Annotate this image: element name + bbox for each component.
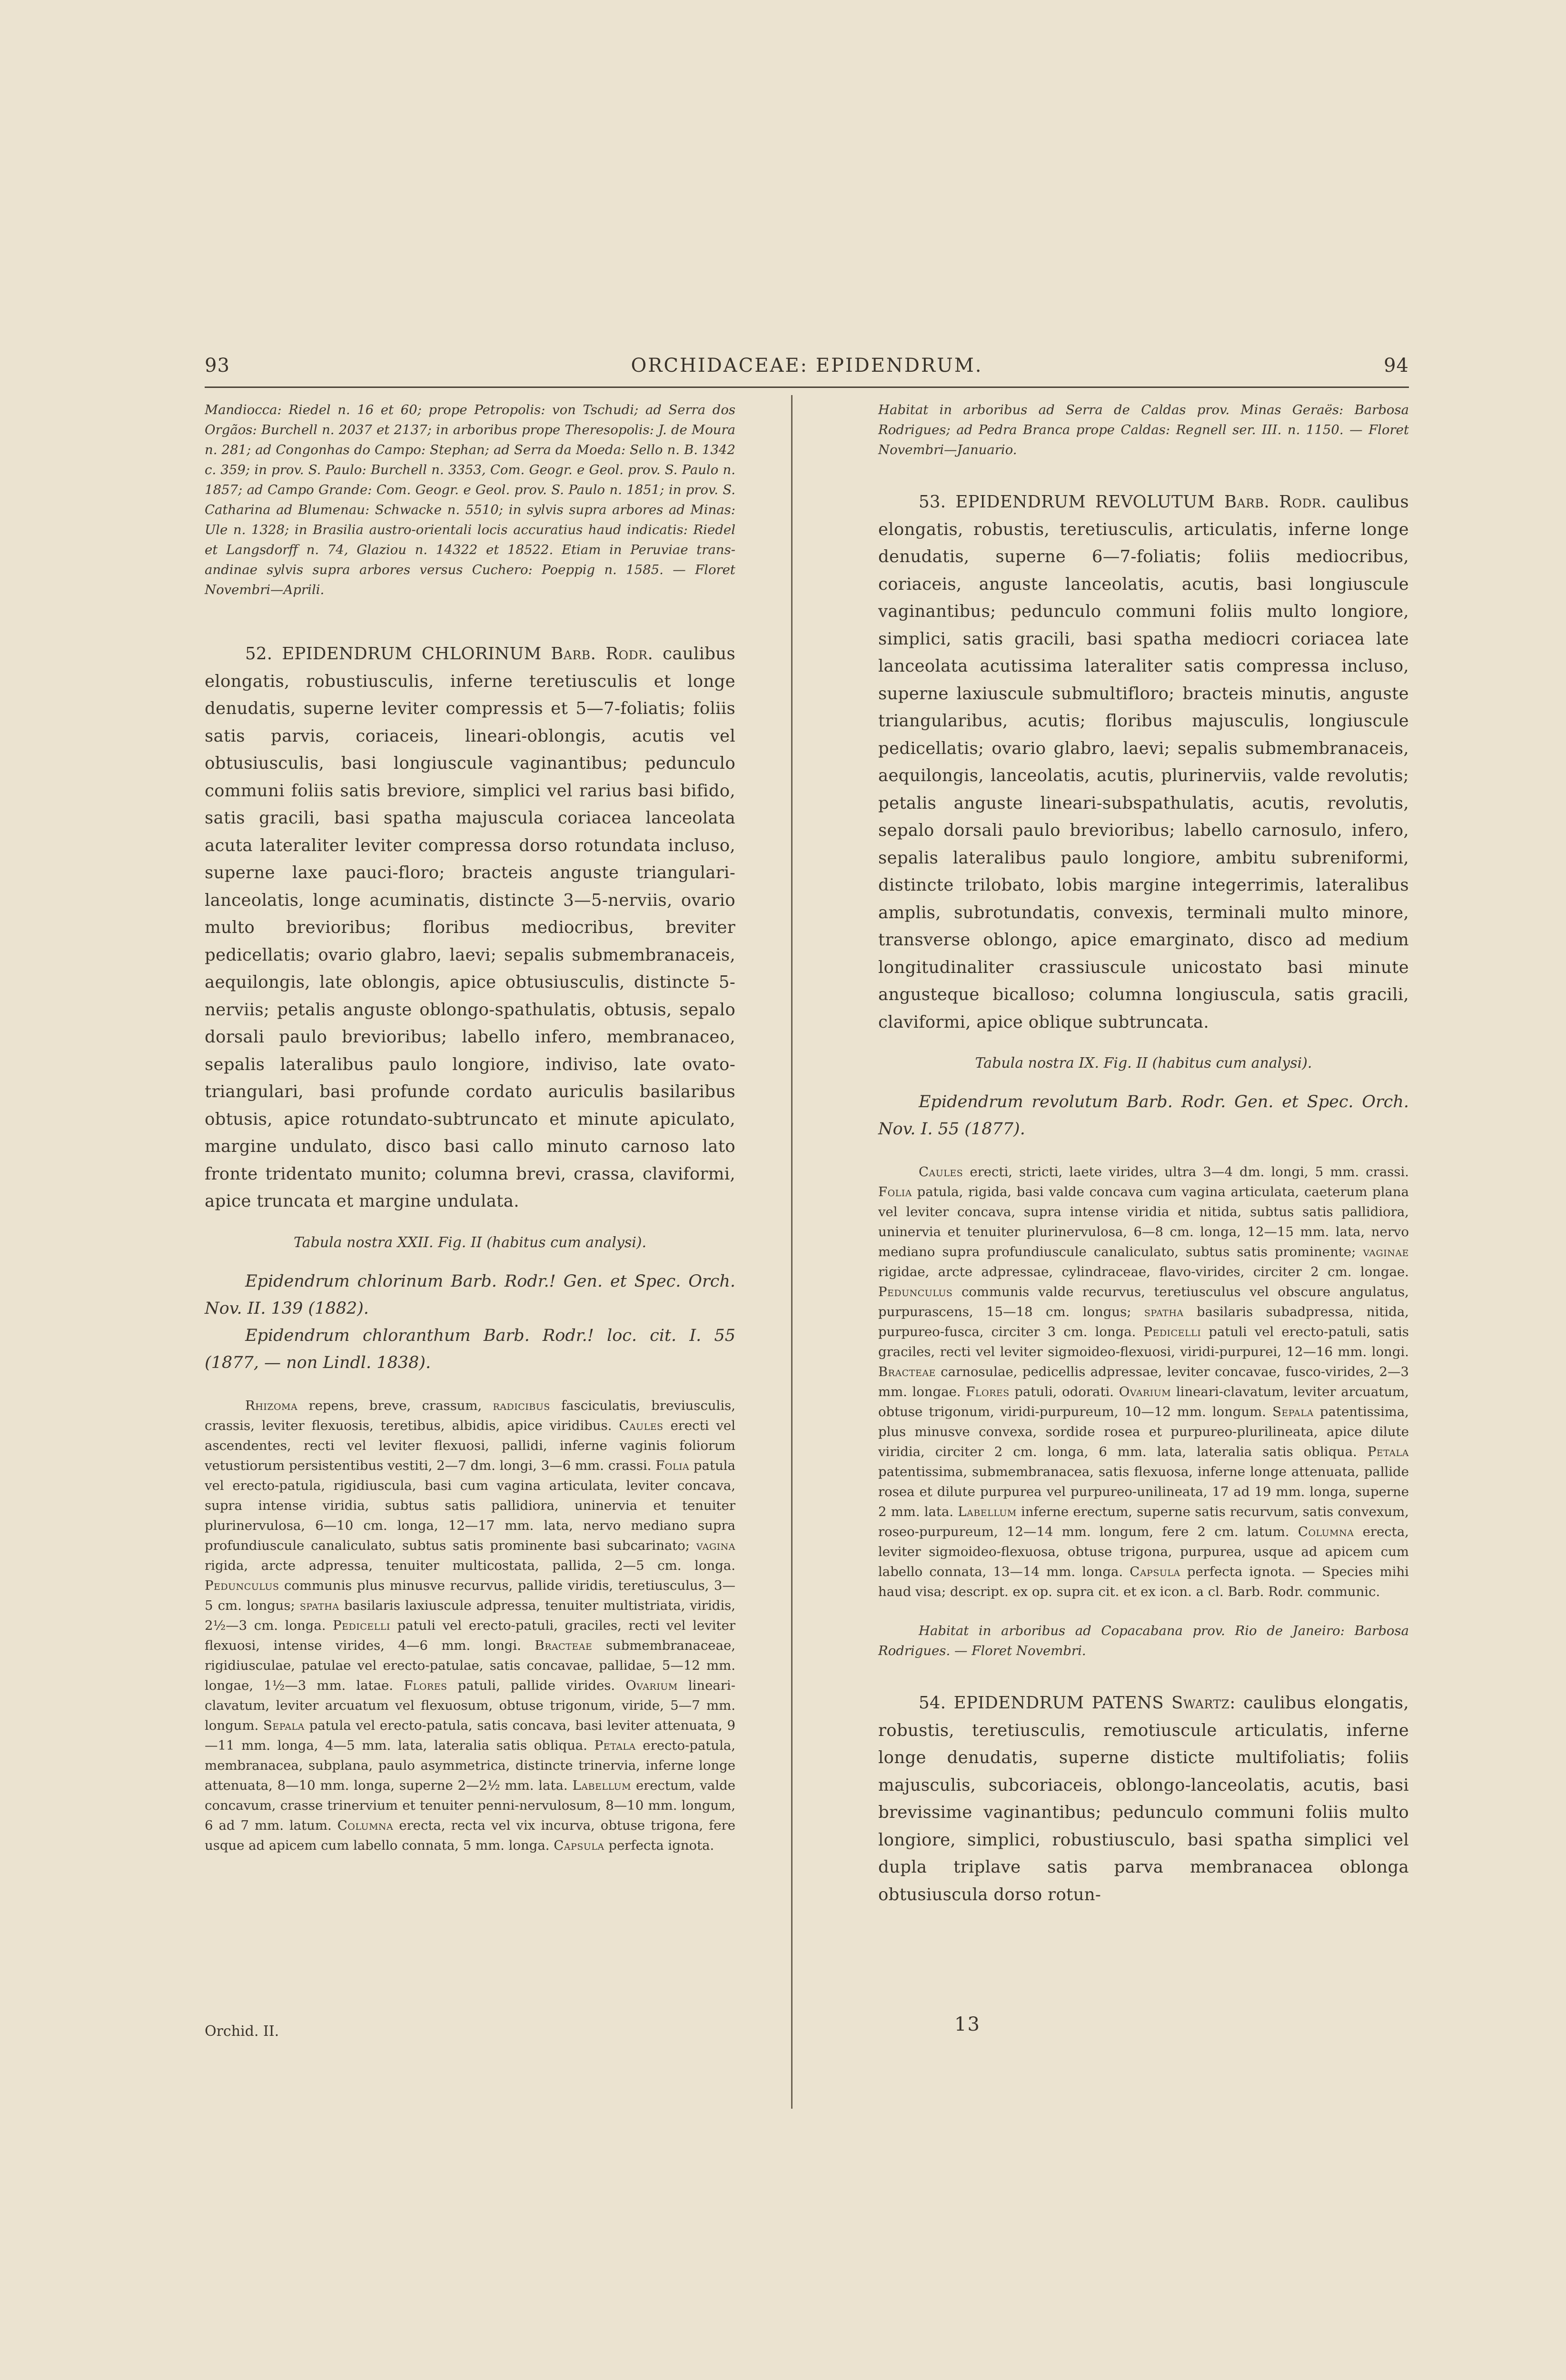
running-header (205, 355, 1409, 383)
running-title: ORCHIDACEAE: EPIDENDRUM. (631, 355, 983, 377)
term-keyword: Sepala (263, 1717, 305, 1733)
species-53-diagnosis: caulibus elongatis, robustis, teretiusculis, articulatis, inferne longe denudatis, superne 6—7-foliatis; foliis mediocribus, coriaceis, anguste lanceolatis, acutis, basi longiuscule vaginantibus; pedunculo communi foliis multo longiore, simplici, satis gracili, basi spatha mediocri coriacea late lanceolata acutissima lateraliter satis compressa incluso, superne laxiuscule submultifloro; bracteis minutis, anguste triangularibus, acutis; floribus majusculis, longiuscule pedicellatis; ovario glabro, laevi; sepalis submembranaceis, aequilongis, lanceolatis, acutis, plurinerviis, valde revolutis; petalis anguste lineari-subspathulatis, acutis, revolutis, sepalo dorsali paulo brevioribus; labello carnosulo, infero, sepalis lateralibus paulo longiore, ambitu subreniformi, distincte trilobato, lobis margine integerrimis, lateralibus amplis, subrotundatis, convexis, terminali multo minore, transverse oblongo, apice emarginato, disco ad medium longitudinaliter crassiuscule unicostato basi minute angusteque bicalloso; columna longiuscula, satis gracili, claviformi, apice oblique subtruncata. (878, 492, 1409, 1032)
term-keyword: Petala (1367, 1444, 1409, 1459)
term-keyword: Pedicelli (1143, 1324, 1201, 1339)
species-52-heading: 52. EPIDENDRUM CHLORINUM (245, 644, 542, 664)
species-53-habitat: Habitat in arboribus ad Copacabana prov. Rio de Janeiro: Barbosa Rodrigues. — Floret Novembri. (878, 1623, 1409, 1658)
term-keyword: radicibus (493, 1398, 550, 1413)
term-keyword: Labellum (958, 1504, 1017, 1519)
left-column (205, 400, 735, 1855)
term-keyword: Bracteae (535, 1637, 593, 1653)
term-keyword: Capsula (1130, 1564, 1180, 1579)
term-keyword: Sepala (1272, 1404, 1314, 1419)
term-text: erecti vel ascendentes, recti vel leviter flexuosi, pallidi, inferne vaginis foliorum vetustiorum persistentibus vestiti, 2—7 dm. longi, 3—6 mm. crassi. (205, 1418, 735, 1473)
term-keyword: Petala (594, 1737, 636, 1753)
term-keyword: Bracteae (878, 1364, 936, 1379)
species-53-description (878, 488, 1409, 1036)
term-keyword: Ovarium (625, 1677, 678, 1693)
term-keyword: Labellum (572, 1777, 632, 1793)
species-52-plate-ref: Tabula nostra XXII. Fig. II (habitus cum analysi). (293, 1234, 647, 1251)
term-keyword: Columna (1298, 1524, 1354, 1539)
species-53-author: Barb. Rodr. (1224, 492, 1327, 512)
citation-continuation-right: Habitat in arboribus ad Serra de Caldas prov. Minas Geraës: Barbosa Rodrigues; ad Pedra Branca prope Caldas: Regnell ser. III. n. 1150. — Floret Novembri—Januario. (878, 402, 1409, 457)
term-text: basilaris laxiuscule adpressa, tenuiter multistriata, viridis, 2½—3 cm. longa. (205, 1597, 736, 1633)
term-text: basilaris subadpressa, nitida, purpureo-fusca, circiter 3 cm. longa. (878, 1304, 1409, 1339)
term-text: communis plus minusve recurvus, pallide viridis, teretiusculus, 3—5 cm. longus; (205, 1577, 735, 1613)
term-text: rigida, arcte adpressa, tenuiter multicostata, pallida, 2—5 cm. longa. (205, 1557, 735, 1573)
term-keyword: Pedunculus (878, 1284, 953, 1299)
term-text: patula, rigida, basi valde concava cum vagina articulata, caeterum plana vel leviter concava, supra intense viridia et nitida, subtus satis pallidiora, uninervia et tenuiter plurinervulosa, 6—8 cm. longa, 12—15 mm. lata, nervo mediano supra profundiuscule canaliculato, subtus satis prominente; (878, 1184, 1409, 1259)
species-52-synonym-2: Epidendrum chloranthum Barb. Rodr.! loc. cit. I. 55 (1877, — non Lindl. 1838). (205, 1326, 735, 1372)
species-52-description (205, 640, 735, 1215)
species-53-heading: 53. EPIDENDRUM REVOLUTUM (919, 492, 1215, 512)
term-keyword: Folia (655, 1458, 690, 1473)
term-text: repens, breve, crassum, (297, 1398, 493, 1413)
term-text: patentissima, submembranacea, satis flexuosa, inferne longe attenuata, pallide rosea et dilute purpurea vel purpureo-unilineata, 17 ad 19 mm. longa, superne 2 mm. lata. (878, 1464, 1409, 1519)
term-text: perfecta ignota. (604, 1837, 714, 1853)
term-keyword: Ovarium (1119, 1384, 1171, 1399)
species-53-synonym: Epidendrum revolutum Barb. Rodr. Gen. et Spec. Orch. Nov. I. 55 (1877). (878, 1092, 1409, 1139)
term-text: patentissima, plus minusve convexa, sordide rosea et purpureo-plurilineata, apice dilute viridia, circiter 2 cm. longa, 6 mm. lata, lateralia satis obliqua. (878, 1404, 1409, 1459)
term-text: erecto-patula, membranacea, subplana, paulo asymmetrica, distincte trinervia, inferne longe attenuata, 8—10 mm. longa, superne 2—2½ mm. lata. (205, 1737, 736, 1793)
term-text: carnosulae, pedicellis adpressae, leviter concavae, fusco-virides, 2—3 mm. longae. (878, 1364, 1409, 1399)
term-text: communis valde recurvus, teretiusculus vel obscure angulatus, purpurascens, 15—18 cm. longus; (878, 1284, 1409, 1319)
term-text: perfecta ignota. — Species mihi haud visa; descript. ex op. supra cit. et ex icon. a cl. Barb. Rodr. communic. (878, 1564, 1409, 1599)
species-54-author: Swartz: (1171, 1693, 1236, 1713)
term-text: lineari-clavatum, leviter arcuatum vel flexuosum, obtuse trigonum, viride, 5—7 mm. longum. (205, 1677, 735, 1733)
footer-volume-mark: Orchid. II. (205, 2023, 279, 2040)
signature-mark: 13 (954, 2013, 981, 2035)
term-text: erectum, valde concavum, crasse trinervium et tenuiter penni-nervulosum, 8—10 mm. longum, 6 ad 7 mm. latum. (205, 1777, 735, 1833)
term-text: patuli, pallide virides. (447, 1677, 626, 1693)
term-keyword: Pedicelli (333, 1617, 390, 1633)
term-text: patuli, odorati. (1009, 1384, 1119, 1399)
column-divider (791, 395, 793, 2109)
page-number-left: 93 (205, 355, 230, 377)
term-text: patuli vel erecto-patuli, satis graciles, recti vel leviter sigmoideo-flexuosi, viridi-purpurei, 12—16 mm. longi. (878, 1324, 1409, 1359)
species-53-detailed-description (878, 1162, 1409, 1602)
term-text: patuli vel erecto-patuli, graciles, recti vel leviter flexuosi, intense virides, 4—6 mm. longi. (205, 1617, 735, 1653)
term-keyword: Folia (878, 1184, 912, 1200)
term-text: fasciculatis, breviusculis, crassis, leviter flexuosis, teretibus, albidis, apice viridibus. (205, 1398, 735, 1433)
citation-continuation: Mandiocca: Riedel n. 16 et 60; prope Petropolis: von Tschudi; ad Serra dos Orgãos: Burchell n. 2037 et 2137; in arboribus prope Theresopolis: J. de Moura n. 281; ad Congonhas do Campo: Stephan; ad Serra da Moeda: Sello n. B. 1342 c. 359; in prov. S. Paulo: Burchell n. 3353, Com. Geogr. e Geol. prov. S. Paulo n. 1857; ad Campo Grande: Com. Geogr. e Geol. prov. S. Paulo n. 1851; in prov. S. Catharina ad Blumenau: Schwacke n. 5510; in sylvis supra arbores ad Minas: Ule n. 1328; in Brasilia austro-orientali locis accuratius haud indicatis: Riedel et Langsdorff n. 74, Glaziou n. 14322 et 18522. Etiam in Peruviae trans-andinae sylvis supra arbores versus Cuchero: Poeppig n. 1585. — Floret Novembri—Aprili. (205, 402, 735, 597)
term-keyword: vagina (696, 1537, 735, 1553)
term-text: erecta, leviter sigmoideo-flexuosa, obtuse trigona, purpurea, usque ad apicem cum labello connata, 13—14 mm. longa. (878, 1524, 1409, 1579)
species-52-author: Barb. Rodr. (551, 644, 654, 664)
term-text: rigidae, arcte adpressae, cylindraceae, flavo-virides, circiter 2 cm. longae. (878, 1264, 1409, 1279)
term-text: lineari-clavatum, leviter arcuatum, obtuse trigonum, viridi-purpureum, 10—12 mm. longum. (878, 1384, 1409, 1419)
species-54-diagnosis: caulibus elongatis, robustis, teretiusculis, remotiuscule articulatis, inferne longe denudatis, superne disticte multifoliatis; foliis majusculis, subcoriaceis, oblongo-lanceolatis, acutis, basi brevissime vaginantibus; pedunculo communi foliis multo longiore, simplici, robustiusculo, basi spatha simplici vel dupla triplave satis parva membranacea oblonga obtusiuscula dorso rotun- (878, 1693, 1409, 1904)
term-text: patula vel erecto-patula, satis concava, basi leviter attenuata, 9—11 mm. longa, 4—5 mm. lata, lateralia satis obliqua. (205, 1717, 736, 1753)
species-52-diagnosis: caulibus elongatis, robustiusculis, inferne teretiusculis et longe denudatis, superne leviter compressis et 5—7-foliatis; foliis satis parvis, coriaceis, lineari-oblongis, acutis vel obtusiusculis, basi longiuscule vaginantibus; pedunculo communi foliis satis breviore, simplici vel rarius basi bifido, satis gracili, basi spatha majuscula coriacea lanceolata acuta lateraliter leviter compressa dorso rotundata incluso, superne laxe pauci-floro; bracteis anguste triangulari-lanceolatis, longe acuminatis, distincte 3—5-nerviis, ovario multo brevioribus; floribus mediocribus, breviter pedicellatis; ovario glabro, laevi; sepalis submembranaceis, aequilongis, late oblongis, apice obtusiusculis, distincte 5-nerviis; petalis anguste oblongo-spathulatis, obtusis, sepalo dorsali paulo brevioribus; labello infero, membranaceo, sepalis lateralibus paulo longiore, indiviso, late ovato-triangulari, basi profunde cordato auriculis basilaribus obtusis, apice rotundato-subtruncato et minute apiculato, margine undulato, disco basi callo minuto carnoso lato fronte tridentato munito; columna brevi, crassa, claviformi, apice truncata et margine undulata. (205, 644, 735, 1211)
page-number-right: 94 (1384, 355, 1409, 377)
term-keyword: spatha (299, 1597, 339, 1613)
species-54-heading: 54. EPIDENDRUM PATENS (919, 1693, 1164, 1713)
term-keyword: Pedunculus (205, 1577, 279, 1593)
term-keyword: vaginae (1363, 1244, 1409, 1259)
term-text: patula vel erecto-patula, rigidiuscula, basi cum vagina articulata, leviter concava, supra intense viridia, subtus satis pallidiora, uninervia et tenuiter plurinervulosa, 6—10 cm. longa, 12—17 mm. lata, nervo mediano supra profundiuscule canaliculato, subtus satis prominente basi subcarinato; (205, 1458, 735, 1553)
term-keyword: Capsula (554, 1837, 605, 1853)
header-rule (205, 387, 1409, 388)
term-text: erecti, stricti, laete virides, ultra 3—4 dm. longi, 5 mm. crassi. (963, 1164, 1409, 1180)
species-52-detailed-description (205, 1396, 735, 1855)
species-54-description (878, 1689, 1409, 1908)
term-keyword: Caules (619, 1418, 664, 1433)
term-keyword: Flores (404, 1677, 447, 1693)
species-53-plate-ref: Tabula nostra IX. Fig. II (habitus cum analysi). (975, 1055, 1312, 1071)
term-text: submembranaceae, rigidiusculae, patulae vel erecto-patulae, satis concavae, pallidae, 5—12 mm. longae, 1½—3 mm. latae. (205, 1637, 735, 1693)
term-keyword: Columna (337, 1817, 394, 1833)
term-keyword: Flores (966, 1384, 1010, 1399)
species-52-synonym-1: Epidendrum chlorinum Barb. Rodr.! Gen. et Spec. Orch. Nov. II. 139 (1882). (205, 1271, 735, 1318)
term-keyword: Caules (919, 1164, 963, 1180)
term-keyword: Rhizoma (245, 1398, 298, 1413)
term-text: inferne erectum, superne satis recurvum, satis convexum, roseo-purpureum, 12—14 mm. longum, fere 2 cm. latum. (878, 1504, 1409, 1539)
right-column (878, 400, 1409, 1908)
term-text: erecta, recta vel vix incurva, obtuse trigona, fere usque ad apicem cum labello connata, 5 mm. longa. (205, 1817, 735, 1853)
term-keyword: spatha (1144, 1304, 1184, 1319)
